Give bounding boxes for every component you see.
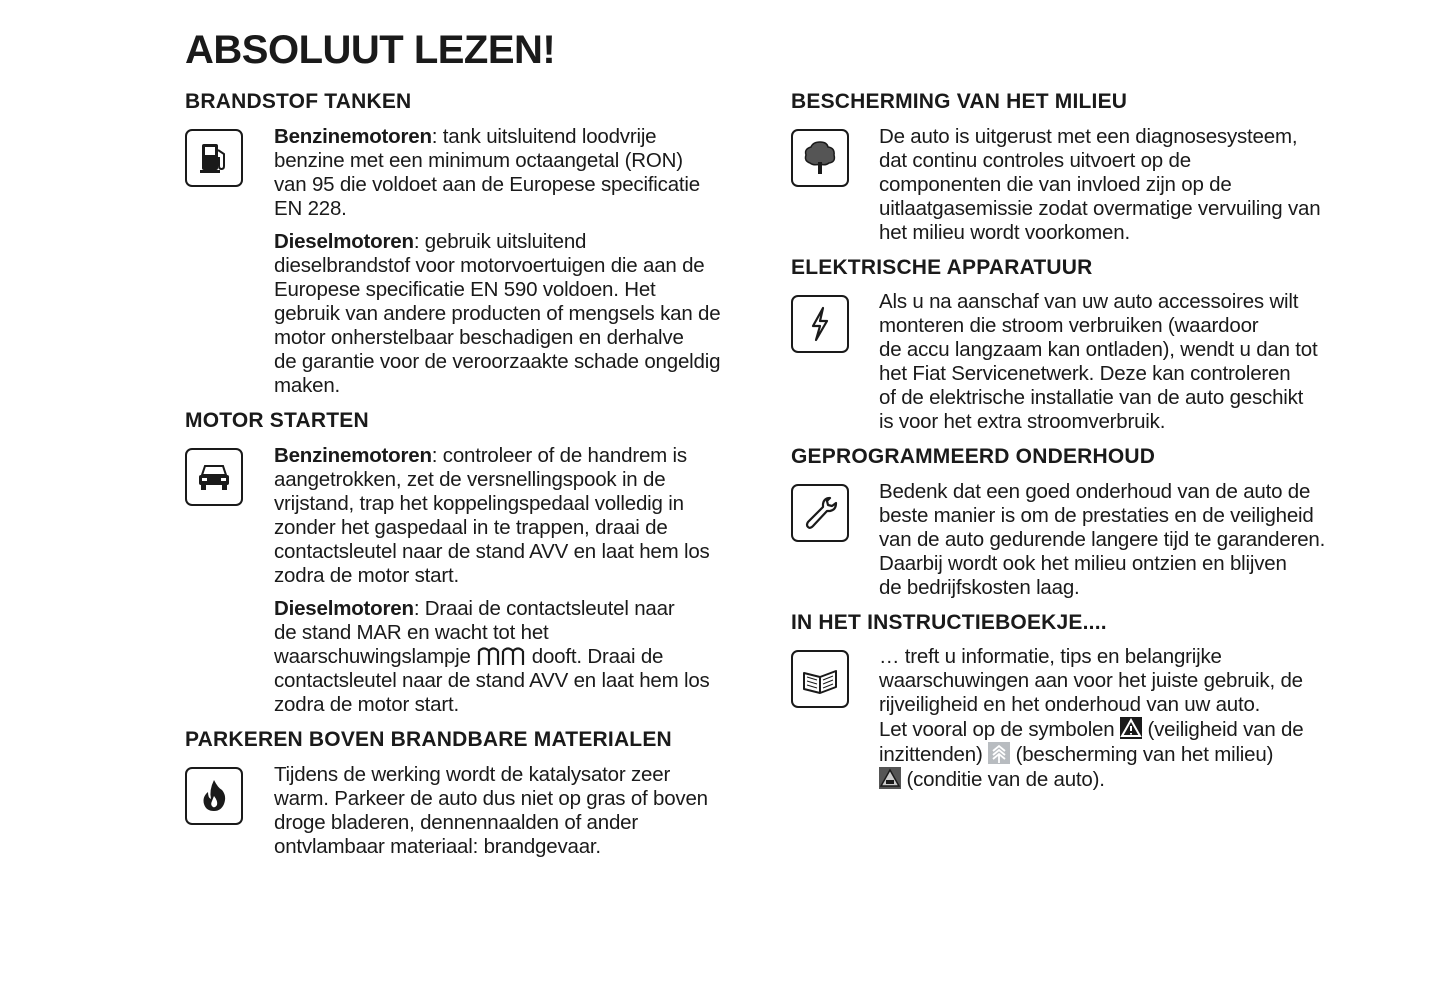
car-icon bbox=[185, 448, 243, 506]
line: maken. bbox=[274, 374, 341, 397]
flame-icon bbox=[185, 767, 243, 825]
line: Als u na aanschaf van uw auto accessoires wilt bbox=[879, 290, 1299, 313]
line: aangetrokken, zet de versnellingspook in de bbox=[274, 468, 666, 491]
line: rijveiligheid en het onderhoud van uw auto. bbox=[879, 693, 1261, 716]
start-petrol-paragraph bbox=[274, 444, 710, 588]
heading-maintenance: GEPROGRAMMEERD ONDERHOUD bbox=[791, 445, 1156, 468]
line: zonder het gaspedaal in te trappen, draai de bbox=[274, 516, 668, 539]
start-diesel-paragraph bbox=[274, 597, 710, 717]
line: componenten die van invloed zijn op de bbox=[879, 173, 1232, 196]
line: Let vooral op de symbolen bbox=[879, 718, 1115, 741]
fuel-diesel-paragraph bbox=[274, 230, 720, 398]
line: van 95 die voldoet aan de Europese specificatie bbox=[274, 173, 700, 196]
line: het Fiat Servicenetwerk. Deze kan controleren bbox=[879, 362, 1291, 385]
line: of de elektrische installatie van de auto geschikt bbox=[879, 386, 1304, 409]
electrical-paragraph bbox=[879, 290, 1318, 434]
line: : Draai de contactsleutel naar bbox=[413, 597, 675, 620]
line: monteren die stroom verbruiken (waardoor bbox=[879, 314, 1259, 337]
manual-paragraph bbox=[879, 645, 1303, 792]
line: vrijstand, trap het koppelingspedaal volledig in bbox=[274, 492, 684, 515]
line: (bescherming van het milieu) bbox=[1015, 743, 1274, 766]
environment-paragraph bbox=[879, 125, 1320, 245]
line: motor onherstelbaar beschadigen en derhalve bbox=[274, 326, 684, 349]
line: droge bladeren, dennennaalden of ander bbox=[274, 811, 638, 834]
line: de garantie voor de veroorzaakte schade ongeldig bbox=[274, 350, 721, 373]
line: de accu langzaam kan ontladen), wendt u dan tot bbox=[879, 338, 1318, 361]
line: : controleer of de handrem is bbox=[431, 444, 687, 467]
fuel-pump-icon bbox=[185, 129, 243, 187]
lead: Dieselmotoren bbox=[274, 597, 414, 620]
line: Europese specificatie EN 590 voldoen. Het bbox=[274, 278, 656, 301]
line: dat continu controles uitvoert op de bbox=[879, 149, 1191, 172]
lead: Benzinemotoren bbox=[274, 125, 432, 148]
line: het milieu wordt voorkomen. bbox=[879, 221, 1130, 244]
glow-plug-icon bbox=[476, 645, 526, 667]
heading-electrical: ELEKTRISCHE APPARATUUR bbox=[791, 256, 1093, 279]
heading-environment: BESCHERMING VAN HET MILIEU bbox=[791, 90, 1128, 113]
lead: Benzinemotoren bbox=[274, 444, 432, 467]
line: (veiligheid van de bbox=[1147, 718, 1304, 741]
line: Bedenk dat een goed onderhoud van de auto de bbox=[879, 480, 1311, 503]
heading-start: MOTOR STARTEN bbox=[185, 409, 369, 432]
line: zodra de motor start. bbox=[274, 564, 459, 587]
line: benzine met een minimum octaangetal (RON) bbox=[274, 149, 683, 172]
line: waarschuwingslampje bbox=[274, 645, 471, 668]
line: beste manier is om de prestaties en de veiligheid bbox=[879, 504, 1314, 527]
line: EN 228. bbox=[274, 197, 347, 220]
line: is voor het extra stroomverbruik. bbox=[879, 410, 1166, 433]
line: van de auto gedurende langere tijd te garanderen. bbox=[879, 528, 1326, 551]
car-condition-icon bbox=[879, 767, 901, 789]
lead: Dieselmotoren bbox=[274, 230, 414, 253]
warning-safety-icon bbox=[1120, 717, 1142, 739]
line: : gebruik uitsluitend bbox=[413, 230, 587, 253]
line: … treft u informatie, tips en belangrijke bbox=[879, 645, 1222, 668]
page-title: ABSOLUUT LEZEN! bbox=[185, 28, 556, 72]
heading-parking: PARKEREN BOVEN BRANDBARE MATERIALEN bbox=[185, 728, 672, 751]
line: dooft. Draai de bbox=[531, 645, 664, 668]
fuel-petrol-paragraph bbox=[274, 125, 700, 221]
line: ontvlambaar materiaal: brandgevaar. bbox=[274, 835, 601, 858]
line: contactsleutel naar de stand AVV en laat hem los bbox=[274, 669, 710, 692]
line: warm. Parkeer de auto dus niet op gras of boven bbox=[274, 787, 708, 810]
line: contactsleutel naar de stand AVV en laat hem los bbox=[274, 540, 710, 563]
line: gebruik van andere producten of mengsels kan de bbox=[274, 302, 721, 325]
wrench-icon bbox=[791, 484, 849, 542]
line: de stand MAR en wacht tot het bbox=[274, 621, 549, 644]
line: waarschuwingen aan voor het juiste gebruik, de bbox=[879, 669, 1303, 692]
heading-manual: IN HET INSTRUCTIEBOEKJE.... bbox=[791, 611, 1107, 634]
environment-tree-icon bbox=[988, 742, 1010, 764]
tree-icon bbox=[791, 129, 849, 187]
parking-paragraph bbox=[274, 763, 708, 859]
heading-fuel: BRANDSTOF TANKEN bbox=[185, 90, 412, 113]
line: dieselbrandstof voor motorvoertuigen die aan de bbox=[274, 254, 705, 277]
open-book-icon bbox=[791, 650, 849, 708]
line: inzittenden) bbox=[879, 743, 983, 766]
lightning-icon bbox=[791, 295, 849, 353]
line: Tijdens de werking wordt de katalysator zeer bbox=[274, 763, 671, 786]
line: zodra de motor start. bbox=[274, 693, 459, 716]
line: de bedrijfskosten laag. bbox=[879, 576, 1080, 599]
line: (conditie van de auto). bbox=[906, 768, 1105, 791]
line: uitlaatgasemissie zodat overmatige vervuiling van bbox=[879, 197, 1321, 220]
line: Daarbij wordt ook het milieu ontzien en blijven bbox=[879, 552, 1287, 575]
line: : tank uitsluitend loodvrije bbox=[431, 125, 657, 148]
maintenance-paragraph bbox=[879, 480, 1325, 600]
line: De auto is uitgerust met een diagnosesysteem, bbox=[879, 125, 1298, 148]
